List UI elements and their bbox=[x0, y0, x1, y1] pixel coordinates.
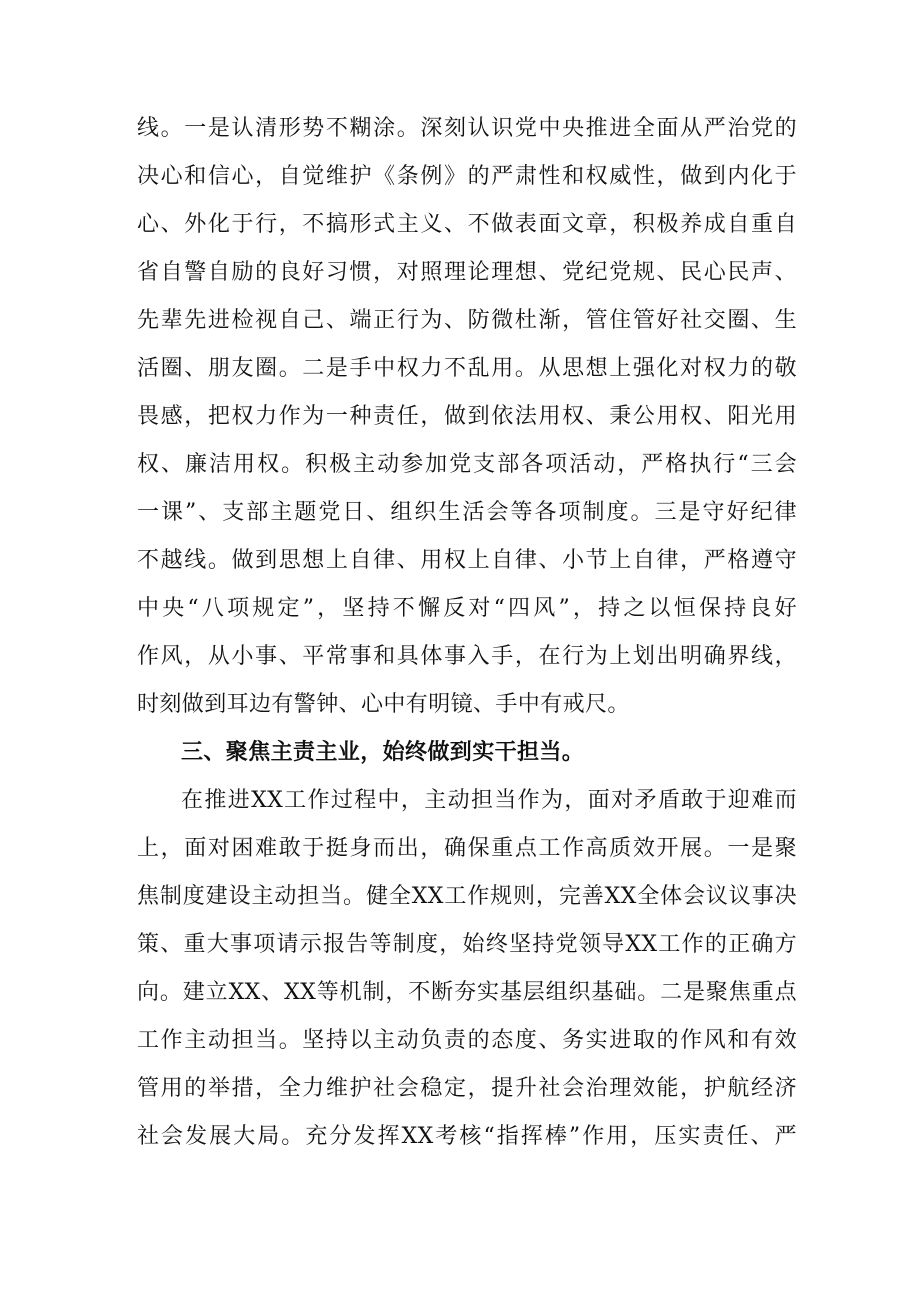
paragraph-line: 中央“八项规定”，坚持不懈反对“四风”，持之以恒保持良好 bbox=[137, 596, 797, 621]
paragraph-line: 一课”、支部主题党日、组织生活会等各项制度。三是守好纪律 bbox=[137, 500, 797, 525]
paragraph-line: 向。建立XX、XX等机制，不断夯实基层组织基础。二是聚焦重点 bbox=[137, 980, 797, 1005]
paragraph-line: 权、廉洁用权。积极主动参加党支部各项活动，严格执行“三会 bbox=[137, 452, 797, 477]
paragraph-line: 不越线。做到思想上自律、用权上自律、小节上自律，严格遵守 bbox=[137, 548, 797, 573]
paragraph-line: 省自警自励的良好习惯，对照理论理想、党纪党规、民心民声、 bbox=[137, 260, 797, 285]
paragraph-line: 线。一是认清形势不糊涂。深刻认识党中央推进全面从严治党的 bbox=[137, 116, 797, 141]
paragraph-line: 社会发展大局。充分发挥XX考核“指挥棒”作用，压实责任、严 bbox=[137, 1124, 797, 1149]
paragraph-line: 上，面对困难敢于挺身而出，确保重点工作高质效开展。一是聚 bbox=[137, 836, 797, 861]
document-body bbox=[137, 105, 797, 1161]
paragraph-line: 畏感，把权力作为一种责任，做到依法用权、秉公用权、阳光用 bbox=[137, 404, 797, 429]
paragraph-discipline bbox=[137, 105, 797, 729]
paragraph-line: 在推进XX工作过程中，主动担当作为，面对矛盾敢于迎难而 bbox=[181, 788, 797, 813]
paragraph-line: 作风，从小事、平常事和具体事入手，在行为上划出明确界线， bbox=[137, 644, 797, 669]
section-heading: 三、聚焦主责主业，始终做到实干担当。 bbox=[181, 740, 585, 765]
paragraph-responsibility bbox=[137, 777, 797, 1161]
paragraph-line: 活圈、朋友圈。二是手中权力不乱用。从思想上强化对权力的敬 bbox=[137, 356, 797, 381]
paragraph-line: 心、外化于行，不搞形式主义、不做表面文章，积极养成自重自 bbox=[137, 212, 797, 237]
paragraph-line: 决心和信心，自觉维护《条例》的严肃性和权威性，做到内化于 bbox=[137, 164, 797, 189]
paragraph-line: 时刻做到耳边有警钟、心中有明镜、手中有戒尺。 bbox=[137, 692, 630, 717]
paragraph-line: 先辈先进检视自己、端正行为、防微杜渐，管住管好社交圈、生 bbox=[137, 308, 797, 333]
paragraph-line: 焦制度建设主动担当。健全XX工作规则，完善XX全体会议议事决 bbox=[137, 884, 797, 909]
paragraph-line: 管用的举措，全力维护社会稳定，提升社会治理效能，护航经济 bbox=[137, 1076, 797, 1101]
paragraph-line: 工作主动担当。坚持以主动负责的态度、务实进取的作风和有效 bbox=[137, 1028, 797, 1053]
paragraph-line: 策、重大事项请示报告等制度，始终坚持党领导XX工作的正确方 bbox=[137, 932, 797, 957]
